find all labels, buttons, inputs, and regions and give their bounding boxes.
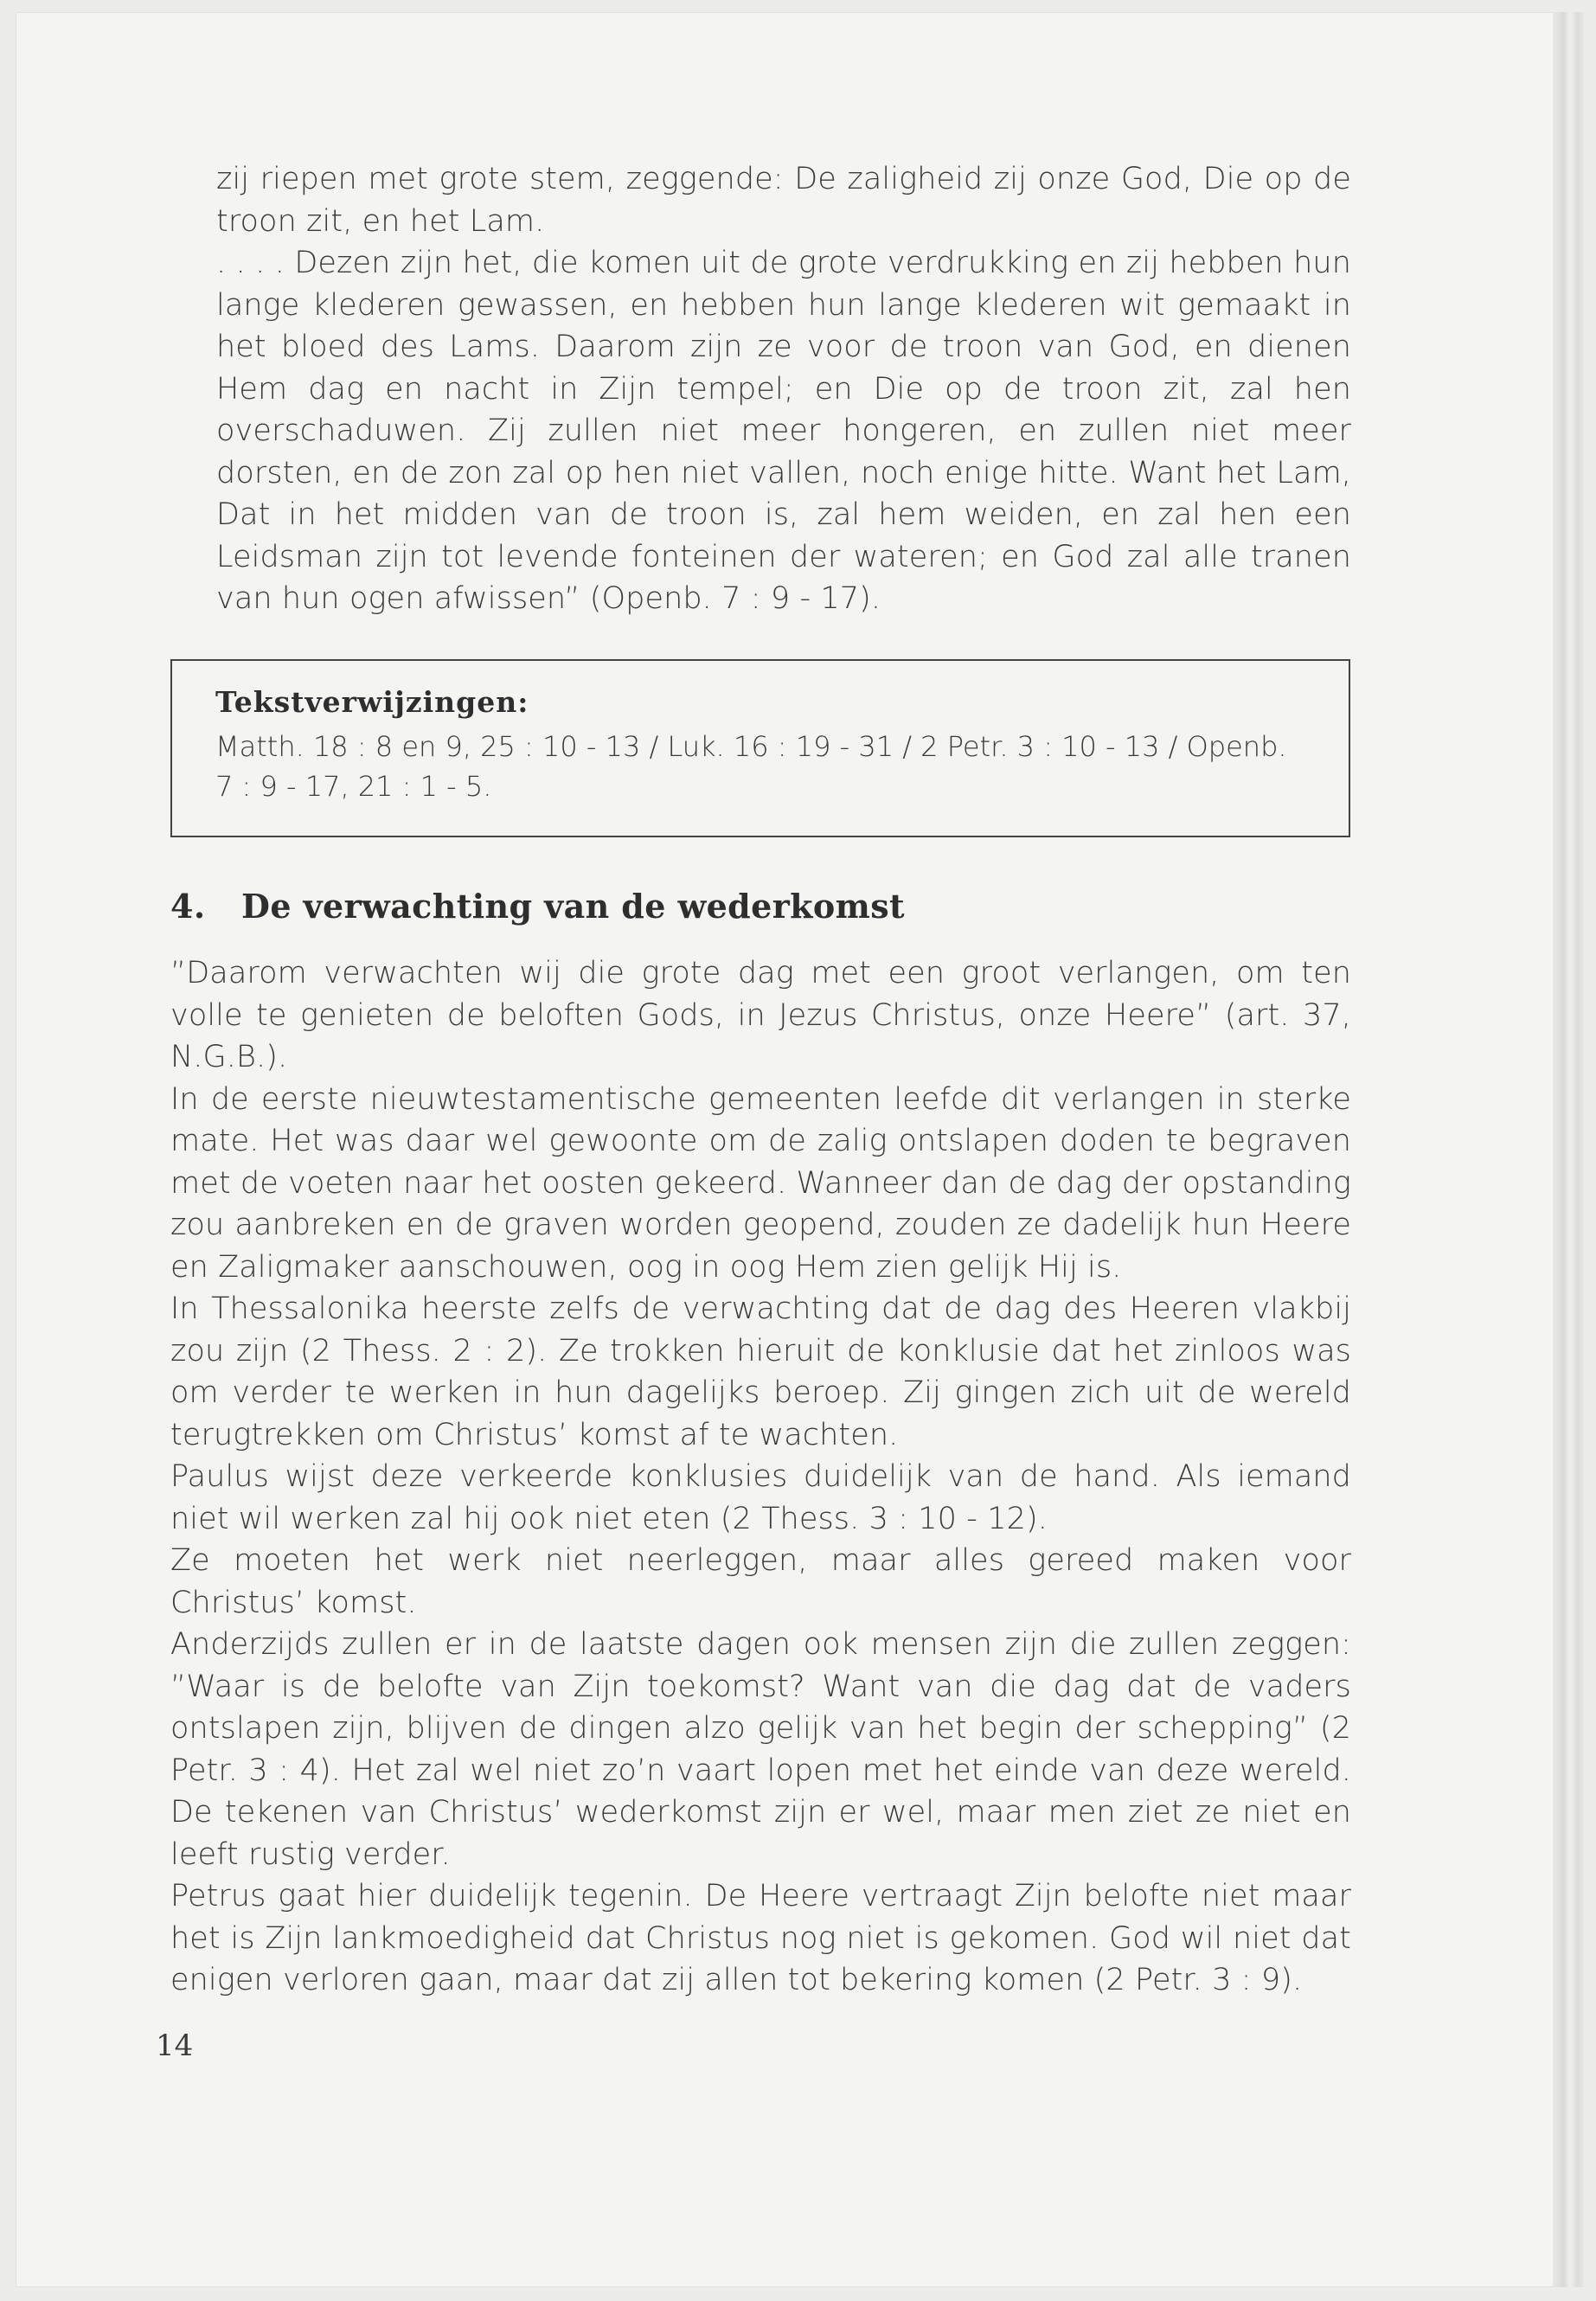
paragraph: In de eerste nieuwtestamentische gemeenten leefde dit verlangen in sterke mate. Het was daar wel gewoonte om de zalig ontslapen doden te begraven met de voeten naar het oosten gekeerd. Wanneer dan de dag der opstanding zou aanbreken en de graven worden geopend, zouden ze dadelijk hun Heere en Zaligmaker aanschouwen, oog in oog Hem zien gelijk Hij is.	[170, 1081, 1351, 1285]
section-title: De verwachting van de wederkomst	[241, 887, 905, 926]
page-number: 14	[156, 2029, 194, 2063]
paragraph: ”Daarom verwachten wij die grote dag met een groot verlangen, om ten volle te genieten de beloften Gods, in Jezus Christus, onze Heere” (art. 37, N.G.B.).	[170, 956, 1351, 1074]
paragraph: Ze moeten het werk niet neerleggen, maar alles gereed maken voor Christus’ komst.	[170, 1543, 1351, 1620]
text-references-box	[170, 659, 1350, 837]
quote-line: zij riepen met grote stem, zeggende: De zaligheid zij onze God, Die op de troon zit, en het Lam.	[216, 162, 1351, 239]
section-number: 4.	[170, 887, 206, 926]
section-heading	[170, 887, 905, 926]
paragraph: Anderzijds zullen er in de laatste dagen ook mensen zijn die zullen zeggen: ”Waar is de belofte van Zijn toekomst? Want van die dag dat de vaders ontslapen zijn, blijven de dingen alzo gelijk van het begin der schepping” (2 Petr. 3 : 4). Het zal wel niet zo’n vaart lopen met het einde van deze wereld. De tekenen van Christus’ wederkomst zijn er wel, maar men ziet ze niet en leeft rustig verder.	[170, 1627, 1351, 1872]
references-text: Matth. 18 : 8 en 9, 25 : 10 - 13 / Luk. 16 : 19 - 31 / 2 Petr. 3 : 10 - 13 / Openb. 7 : 9 - 17, 21 : 1 - 5.	[215, 730, 1287, 803]
section-body	[170, 952, 1351, 2002]
quote-paragraph: . . . . Dezen zijn het, die komen uit de grote verdrukking en zij hebben hun lange klederen gewassen, en hebben hun lange klederen wit gemaakt in het bloed des Lams. Daarom zijn ze voor de troon van God, en dienen Hem dag en nacht in Zijn tempel; en Die op de troon zit, zal hen overschaduwen. Zij zullen niet meer hongeren, en zullen niet meer dorsten, en de zon zal op hen niet vallen, noch enige hitte. Want het Lam, Dat in het midden van de troon is, zal hem weiden, en zal hen een Leidsman zijn tot levende fonteinen der wateren; en God zal alle tranen van hun ogen afwissen” (Openb. 7 : 9 - 17).	[216, 246, 1351, 616]
paragraph: Petrus gaat hier duidelijk tegenin. De Heere vertraagt Zijn belofte niet maar het is Zijn lankmoedigheid dat Christus nog niet is gekomen. God wil niet dat enigen verloren gaan, maar dat zij allen tot bekering komen (2 Petr. 3 : 9).	[170, 1879, 1351, 1997]
references-title: Tekstverwijzingen:	[215, 685, 529, 719]
book-spine-edge	[1553, 12, 1584, 2287]
bible-quote	[216, 158, 1351, 620]
paragraph: In Thessalonika heerste zelfs de verwachting dat de dag des Heeren vlakbij zou zijn (2 Thess. 2 : 2). Ze trokken hieruit de konklusie dat het zinloos was om verder te werken in hun dagelijks beroep. Zij gingen zich uit de wereld terugtrekken om Christus’ komst af te wachten.	[170, 1292, 1351, 1452]
paragraph: Paulus wijst deze verkeerde konklusies duidelijk van de hand. Als iemand niet wil werken zal hij ook niet eten (2 Thess. 3 : 10 - 12).	[170, 1459, 1351, 1536]
